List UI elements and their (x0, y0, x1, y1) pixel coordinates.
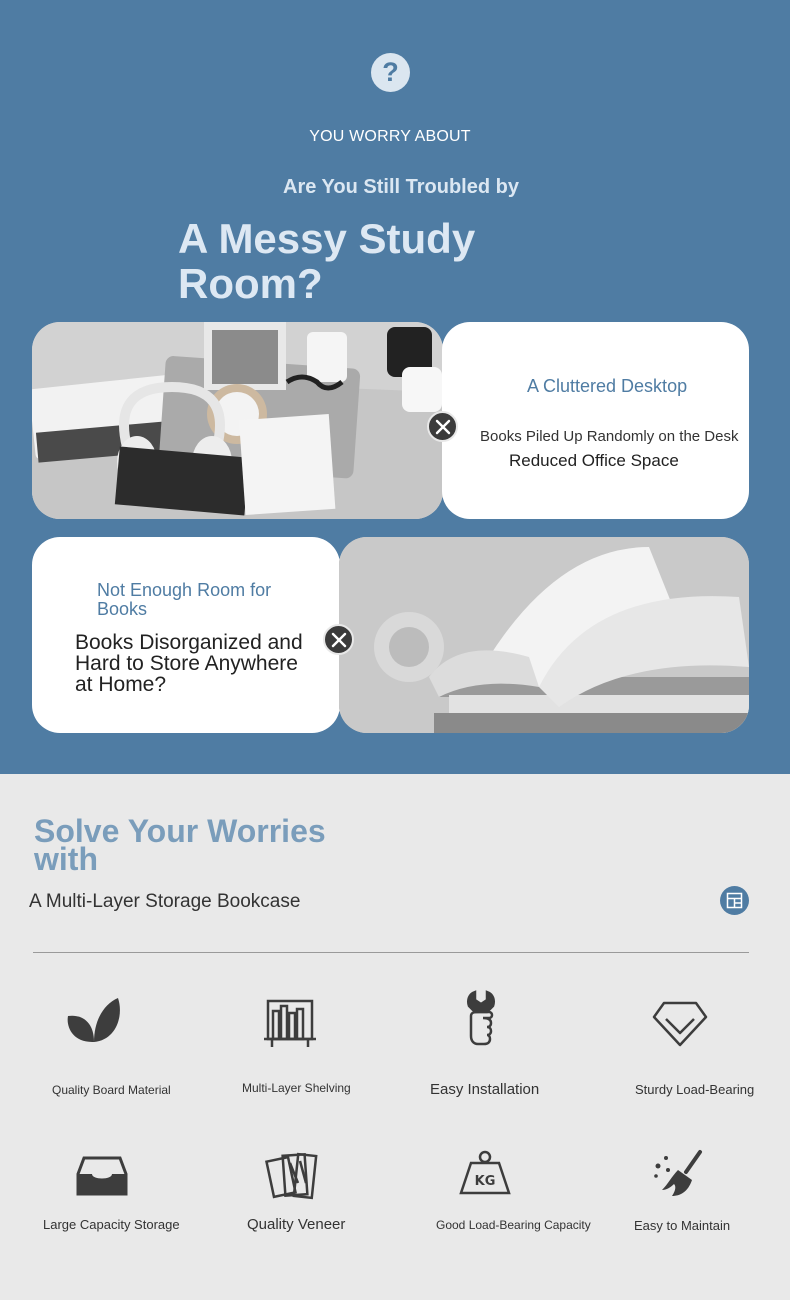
feature-label-large-capacity: Large Capacity Storage (43, 1217, 180, 1232)
section-divider (33, 952, 749, 953)
problem-title-room-for-books: Not Enough Room for Books (97, 580, 272, 619)
feature-label-veneer: Quality Veneer (247, 1216, 346, 1233)
diamond-icon (648, 993, 712, 1057)
kg-weight-icon (453, 1143, 517, 1207)
section-subtitle: Are You Still Troubled by (283, 176, 519, 198)
close-icon (323, 624, 354, 655)
question-icon (371, 53, 410, 92)
open-books-photo (339, 537, 749, 733)
leaf-icon (62, 990, 126, 1054)
problem-detail-office-space: Reduced Office Space (509, 451, 679, 470)
feature-label-sturdy: Sturdy Load-Bearing (635, 1082, 755, 1097)
cleaning-brush-icon (648, 1144, 712, 1208)
close-icon (427, 411, 458, 442)
question-mark-glyph: ? (382, 57, 399, 87)
eyebrow-text: YOU WORRY ABOUT (309, 128, 471, 145)
solution-subtitle: A Multi-Layer Storage Bookcase (29, 891, 301, 912)
cluttered-desktop-card (442, 322, 749, 519)
problem-description-desk: Books Piled Up Randomly on the Desk (480, 428, 739, 445)
feature-label-multi-layer: Multi-Layer Shelving (242, 1081, 351, 1095)
problem-description-disorganized: Books Disorganized and Hard to Store Anywhere at Home? (75, 631, 303, 696)
desk-illustration (32, 322, 443, 519)
veneer-sheets-icon (260, 1145, 324, 1209)
wrench-hand-icon (451, 988, 515, 1052)
bookshelf-icon (258, 991, 322, 1055)
storage-tray-icon (70, 1146, 134, 1210)
svg-text:KG: KG (474, 1174, 496, 1189)
cluttered-desk-photo (32, 322, 443, 519)
problem-title-cluttered-desktop: A Cluttered Desktop (527, 376, 688, 396)
solution-title: Solve Your Worries with (34, 813, 326, 877)
feature-label-easy-maintain: Easy to Maintain (634, 1218, 731, 1233)
grid-badge-icon (720, 886, 749, 915)
feature-label-easy-installation: Easy Installation (430, 1081, 540, 1098)
feature-label-board-material: Quality Board Material (52, 1083, 171, 1097)
feature-label-load-bearing-capacity: Good Load-Bearing Capacity (436, 1218, 591, 1232)
books-illustration (339, 537, 749, 733)
section-title: A Messy Study Room? (178, 215, 476, 307)
